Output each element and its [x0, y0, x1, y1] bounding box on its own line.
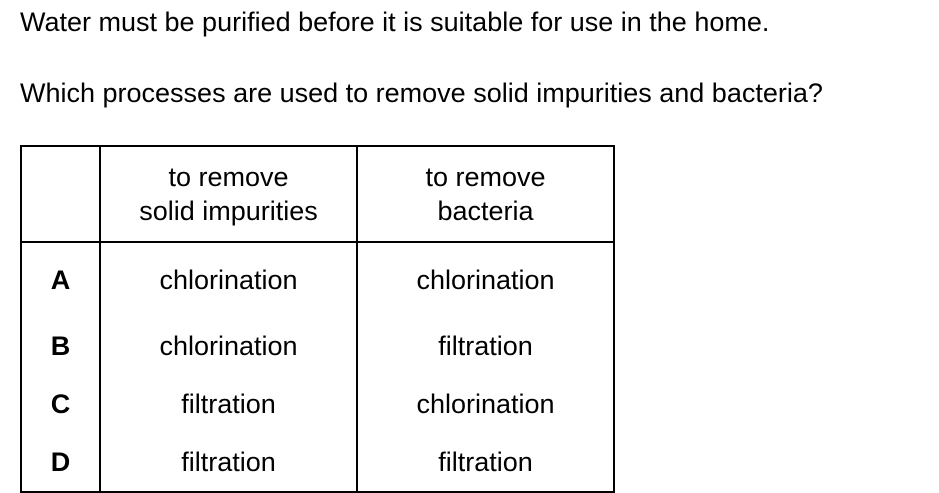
option-row-c[interactable]: [21, 375, 614, 433]
option-bacteria-process: chlorination: [416, 265, 555, 295]
question-intro: Water must be purified before it is suitable for use in the home.: [20, 7, 770, 37]
option-row-a[interactable]: [21, 242, 614, 317]
header-solid-line1: to remove: [168, 162, 289, 192]
question-prompt: Which processes are used to remove solid impurities and bacteria?: [20, 78, 823, 108]
option-bacteria-process: filtration: [438, 331, 533, 361]
option-row-b[interactable]: [21, 317, 614, 375]
option-solid-process: filtration: [100, 375, 357, 433]
table-header-row: [21, 146, 614, 242]
header-bacteria-line1: to remove: [425, 162, 546, 192]
option-letter: D: [21, 433, 100, 492]
option-solid-process: chlorination: [100, 317, 357, 375]
header-bacteria: [357, 146, 614, 242]
header-bacteria-line2: bacteria: [437, 196, 534, 226]
header-solid-line2: solid impurities: [139, 196, 318, 226]
header-solid-impurities: [100, 146, 357, 242]
option-solid-process: chlorination: [100, 242, 357, 317]
option-letter: B: [21, 317, 100, 375]
option-letter: C: [21, 375, 100, 433]
option-bacteria-process: chlorination: [416, 389, 555, 419]
option-row-d[interactable]: [21, 433, 614, 492]
option-letter: A: [21, 242, 100, 317]
answer-options-table: [20, 145, 615, 493]
option-solid-process: filtration: [100, 433, 357, 492]
option-bacteria-process: filtration: [438, 447, 533, 477]
header-empty-cell: [21, 146, 100, 242]
